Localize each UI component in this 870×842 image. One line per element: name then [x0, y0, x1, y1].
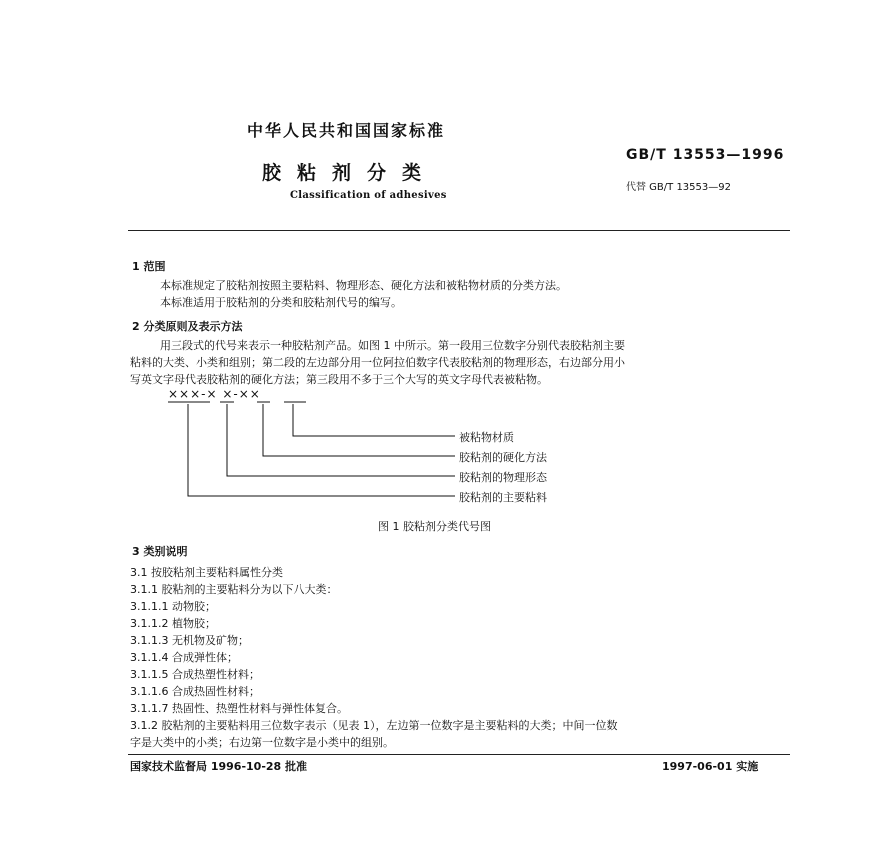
approval-date: 国家技术监督局 1996-10-28 批准: [130, 760, 308, 773]
effective-date: 1997-06-01 实施: [662, 760, 759, 773]
footer-divider: [128, 754, 790, 755]
section-1-paragraph-1: 本标准规定了胶粘剂按照主要粘料、物理形态、硬化方法和被粘物材质的分类方法。: [160, 279, 567, 292]
clause-3-1-1-4: 3.1.1.4 合成弹性体；: [130, 651, 238, 664]
clause-3-1-1-5: 3.1.1.5 合成热塑性材料；: [130, 668, 260, 681]
clause-3-1-1-3: 3.1.1.3 无机物及矿物；: [130, 634, 249, 647]
document-title: 胶粘剂分类: [262, 162, 438, 184]
clause-3-1-2-line-2: 字是大类中的小类；右边第一位数字是小类中的组别。: [130, 736, 394, 749]
figure-caption: 图 1 胶粘剂分类代号图: [378, 520, 491, 533]
clause-3-1-1-1: 3.1.1.1 动物胶；: [130, 600, 216, 613]
clause-3-1: 3.1 按胶粘剂主要粘料属性分类: [130, 566, 283, 579]
label-adherend-material: 被粘物材质: [459, 431, 514, 444]
clause-3-1-1-6: 3.1.1.6 合成热固性材料；: [130, 685, 260, 698]
section-2-line-3: 写英文字母代表胶粘剂的硬化方法；第三段用不多于三个大写的英文字母代表被粘物。: [130, 373, 548, 386]
clause-3-1-2-line-1: 3.1.2 胶粘剂的主要粘料用三位数字表示（见表 1），左边第一位数字是主要粘料的大类；中间一位数: [130, 719, 618, 732]
section-2-heading: 2 分类原则及表示方法: [132, 320, 243, 333]
clause-3-1-1-2: 3.1.1.2 植物胶；: [130, 617, 216, 630]
section-3-heading: 3 类别说明: [132, 545, 188, 558]
national-standard-title: 中华人民共和国国家标准: [247, 121, 446, 140]
label-curing-method: 胶粘剂的硬化方法: [459, 451, 547, 464]
section-1-heading: 1 范围: [132, 260, 166, 273]
classification-code: ×××-× ×-××: [168, 387, 261, 401]
clause-3-1-1: 3.1.1 胶粘剂的主要粘料分为以下八大类：: [130, 583, 338, 596]
label-main-binder: 胶粘剂的主要粘料: [459, 491, 547, 504]
section-2-line-1: 用三段式的代号来表示一种胶粘剂产品。如图 1 中所示。第一段用三位数字分别代表胶粘剂主要: [160, 339, 625, 352]
document-title-english: Classification of adhesives: [290, 190, 447, 201]
clause-3-1-1-7: 3.1.1.7 热固性、热塑性材料与弹性体复合。: [130, 702, 348, 715]
standard-number: GB/T 13553—1996: [626, 147, 785, 163]
replaces-standard: 代替 GB/T 13553—92: [626, 182, 731, 193]
section-2-line-2: 粘料的大类、小类和组别；第二段的左边部分用一位阿拉伯数字代表胶粘剂的物理形态，右边部分用小: [130, 356, 625, 369]
label-physical-form: 胶粘剂的物理形态: [459, 471, 547, 484]
section-1-paragraph-2: 本标准适用于胶粘剂的分类和胶粘剂代号的编写。: [160, 296, 402, 309]
